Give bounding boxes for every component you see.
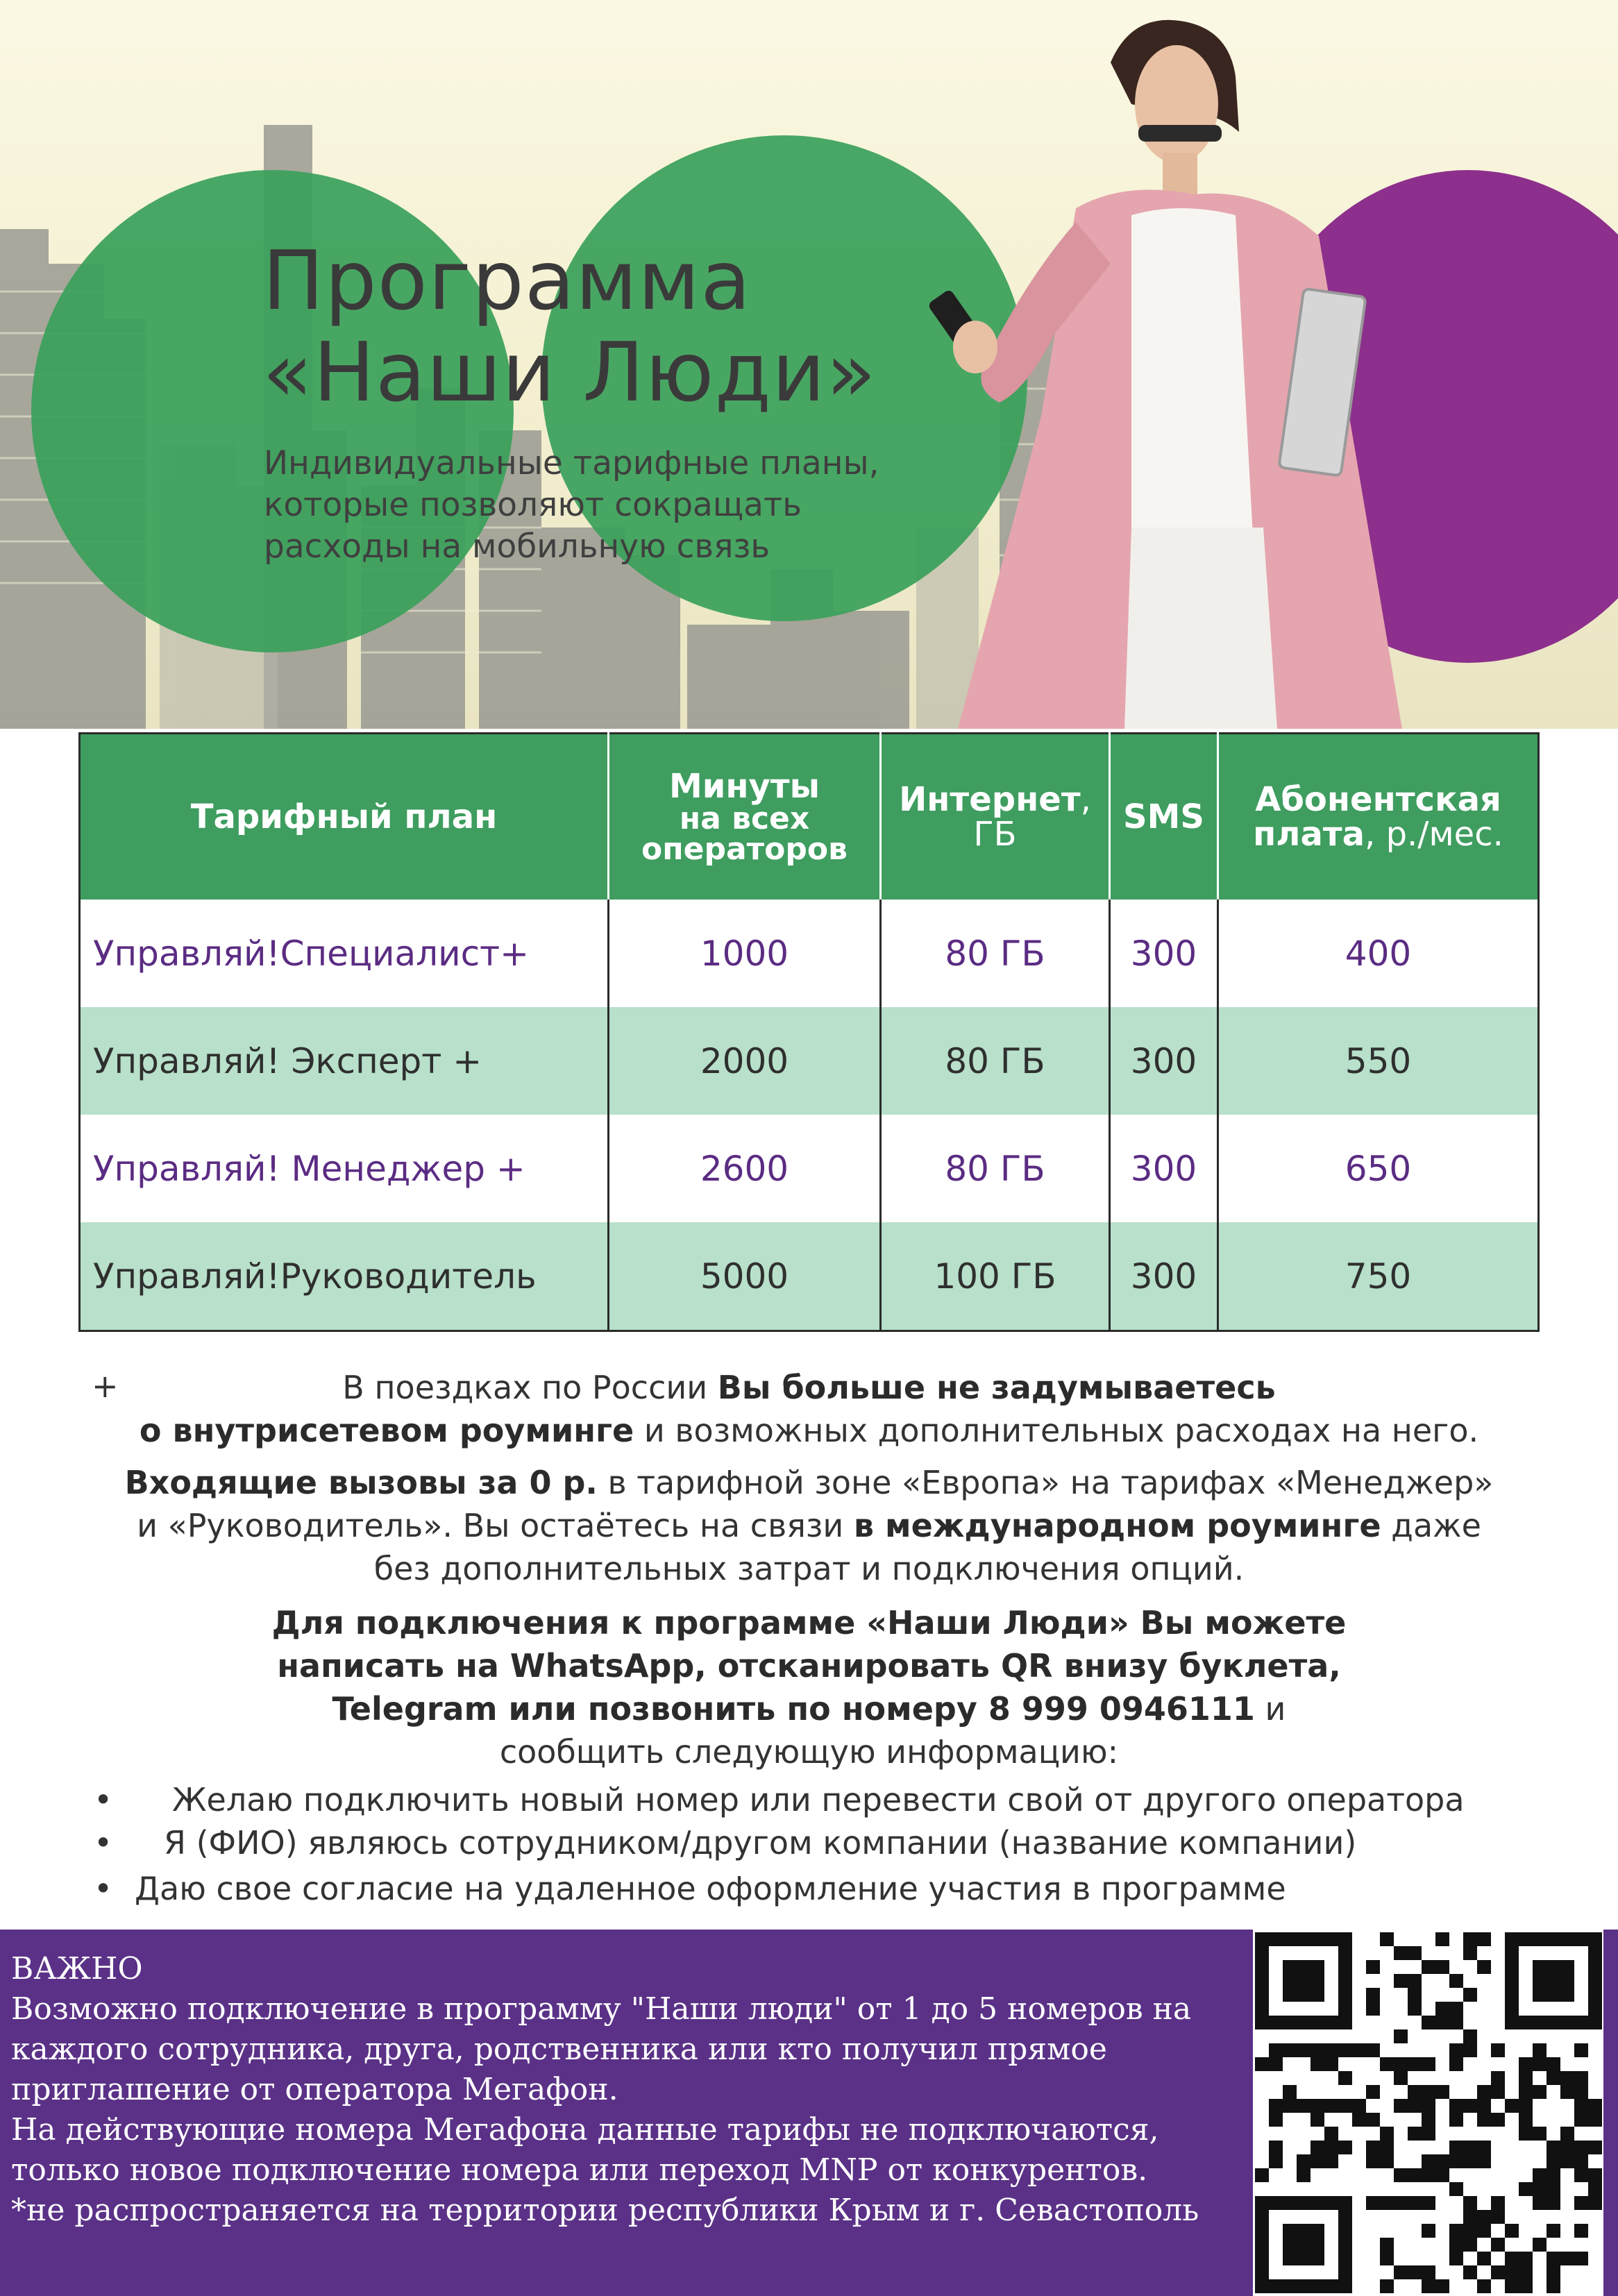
- roaming-paragraph: [0, 1366, 1618, 1452]
- text-span: в тарифной зоне «Европа» на тарифах «Менеджер»: [597, 1464, 1494, 1501]
- cell-fee: 650: [1218, 1115, 1539, 1222]
- cell-minutes: 2000: [609, 1007, 881, 1115]
- list-item: • Я (ФИО) являюсь сотрудником/другом компании (название компании): [125, 1821, 1465, 1864]
- header-fee-unit: , р./мес.: [1365, 815, 1503, 854]
- important-line: каждого сотрудника, друга, родственника или кто получил прямое: [11, 2032, 1107, 2067]
- cell-fee: 550: [1218, 1007, 1539, 1115]
- info-bullet-list: [125, 1778, 1465, 1910]
- header-sms: SMS: [1110, 734, 1218, 900]
- table-row: [80, 1007, 1539, 1115]
- header-internet-label: Интернет: [899, 780, 1081, 819]
- table-row: [80, 1222, 1539, 1331]
- text-span: и возможных дополнительных расходах на него.: [634, 1412, 1479, 1449]
- cell-internet: 80 ГБ: [881, 1115, 1110, 1222]
- tariff-table: [78, 732, 1540, 1332]
- text-bold: в международном роуминге: [853, 1507, 1381, 1544]
- text-span: даже: [1381, 1507, 1481, 1544]
- list-item: • Желаю подключить новый номер или перевести свой от другого оператора: [125, 1778, 1465, 1821]
- hero-subtitle: [264, 443, 986, 568]
- table-header-row: [80, 734, 1539, 900]
- cell-plan: Управляй!Специалист+: [80, 900, 609, 1007]
- table-row: [80, 900, 1539, 1007]
- cell-plan: Управляй! Эксперт +: [80, 1007, 609, 1115]
- qr-code-icon[interactable]: [1255, 1930, 1602, 2296]
- cell-plan: Управляй! Менеджер +: [80, 1115, 609, 1222]
- header-minutes-line: на всех: [679, 801, 810, 836]
- header-plan: Тарифный план: [80, 734, 609, 900]
- phone-number-text: Telegram или позвонить по номеру 8 999 0946111: [332, 1690, 1255, 1728]
- text-span: без дополнительных затрат и подключения опций.: [373, 1550, 1245, 1587]
- important-line: Возможно подключение в программу "Наши люди" от 1 до 5 номеров на: [11, 1991, 1192, 2027]
- cell-minutes: 5000: [609, 1222, 881, 1331]
- cell-minutes: 2600: [609, 1115, 881, 1222]
- text-bold: написать на WhatsApp, отсканировать QR внизу буклета,: [277, 1647, 1341, 1685]
- header-internet-unit: ГБ: [973, 815, 1017, 854]
- text-bold: Вы больше не задумываетесь: [717, 1369, 1276, 1406]
- cell-internet: 80 ГБ: [881, 1007, 1110, 1115]
- list-item: • Даю свое согласие на удаленное оформление участия в программе: [125, 1867, 1465, 1910]
- important-title: ВАЖНО: [11, 1951, 143, 1986]
- hero-title-line: Программа: [262, 233, 752, 328]
- europe-paragraph: [0, 1461, 1618, 1590]
- text-bold: Для подключения к программе «Наши Люди» Вы можете: [271, 1604, 1347, 1641]
- important-line: приглашение от оператора Мегафон.: [11, 2072, 618, 2107]
- header-minutes: [609, 734, 881, 900]
- cell-minutes: 1000: [609, 900, 881, 1007]
- cell-fee: 400: [1218, 900, 1539, 1007]
- cell-sms: 300: [1110, 1007, 1218, 1115]
- header-minutes-line: операторов: [641, 832, 848, 867]
- header-fee-line: Абонентская: [1255, 780, 1501, 819]
- hero-subtitle-line: Индивидуальные тарифные планы,: [264, 444, 879, 482]
- header-fee-line: плата: [1253, 815, 1365, 854]
- important-line: только новое подключение номера или переход MNP от конкурентов.: [11, 2152, 1148, 2188]
- header-internet: Интернет, ГБ: [881, 734, 1110, 900]
- cell-sms: 300: [1110, 900, 1218, 1007]
- text-bold: Входящие вызовы за 0 р.: [124, 1464, 598, 1501]
- cell-sms: 300: [1110, 1115, 1218, 1222]
- header-fee: [1218, 734, 1539, 900]
- hero-title: [262, 235, 877, 418]
- hero-subtitle-line: расходы на мобильную связь: [264, 527, 770, 566]
- hero-title-line: «Наши Люди»: [262, 324, 877, 420]
- text-span: сообщить следующую информацию:: [499, 1733, 1119, 1771]
- hero-banner: [0, 0, 1618, 729]
- text-span: и: [1254, 1690, 1286, 1728]
- contact-paragraph: [0, 1601, 1618, 1773]
- text-span: В поездках по России: [342, 1369, 718, 1406]
- qr-code-container[interactable]: [1253, 1930, 1603, 2296]
- cell-plan: Управляй!Руководитель: [80, 1222, 609, 1331]
- header-minutes-line: Минуты: [668, 767, 820, 806]
- important-line: *не распространяется на территории республики Крым и г. Севастополь: [11, 2193, 1199, 2228]
- cell-internet: 80 ГБ: [881, 900, 1110, 1007]
- woman-with-phone-photo: [902, 0, 1618, 729]
- plus-sign: +: [92, 1367, 119, 1405]
- cell-fee: 750: [1218, 1222, 1539, 1331]
- hero-subtitle-line: которые позволяют сокращать: [264, 486, 802, 524]
- table-row: [80, 1115, 1539, 1222]
- cell-sms: 300: [1110, 1222, 1218, 1331]
- text-bold: о внутрисетевом роуминге: [139, 1412, 634, 1449]
- text-span: и «Руководитель». Вы остаётесь на связи: [137, 1507, 854, 1544]
- important-notice: [0, 1930, 1225, 2296]
- cell-internet: 100 ГБ: [881, 1222, 1110, 1331]
- important-line: На действующие номера Мегафона данные тарифы не подключаются,: [11, 2112, 1159, 2147]
